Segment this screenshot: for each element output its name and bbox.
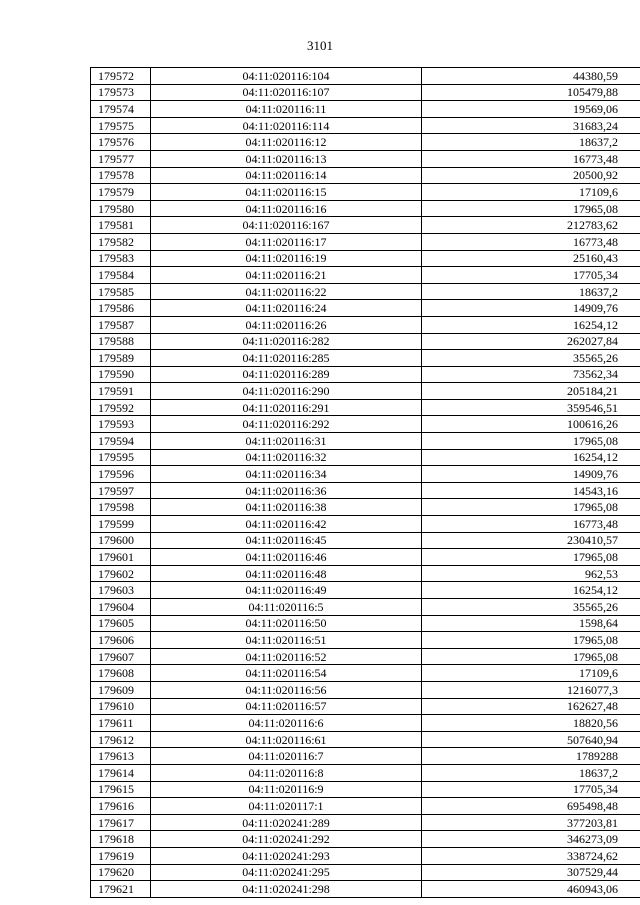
cadastral-value-cell: 16773,48 <box>422 150 640 167</box>
cadastral-number-cell: 04:11:020116:54 <box>151 665 422 682</box>
cadastral-number-cell: 04:11:020241:292 <box>151 831 422 848</box>
cadastral-value-cell: 16773,48 <box>422 233 640 250</box>
table-row <box>91 267 640 284</box>
cadastral-value-cell: 35565,26 <box>422 599 640 616</box>
row-number-cell: 179600 <box>91 532 151 549</box>
cadastral-value-cell: 18637,2 <box>422 764 640 781</box>
table-row <box>91 798 640 815</box>
row-number-cell: 179607 <box>91 648 151 665</box>
row-number-cell: 179593 <box>91 416 151 433</box>
cadastral-number-cell: 04:11:020116:34 <box>151 466 422 483</box>
cadastral-value-cell: 18820,56 <box>422 715 640 732</box>
row-number-cell: 179602 <box>91 565 151 582</box>
row-number-cell: 179590 <box>91 366 151 383</box>
cadastral-number-cell: 04:11:020116:22 <box>151 283 422 300</box>
cadastral-number-cell: 04:11:020116:51 <box>151 632 422 649</box>
cadastral-number-cell: 04:11:020116:9 <box>151 781 422 798</box>
table-row <box>91 748 640 765</box>
cadastral-number-cell: 04:11:020116:48 <box>151 565 422 582</box>
table-row <box>91 68 640 85</box>
cadastral-number-cell: 04:11:020116:50 <box>151 615 422 632</box>
row-number-cell: 179592 <box>91 399 151 416</box>
row-number-cell: 179611 <box>91 715 151 732</box>
table-row <box>91 449 640 466</box>
cadastral-number-cell: 04:11:020116:167 <box>151 217 422 234</box>
table-row <box>91 582 640 599</box>
row-number-cell: 179575 <box>91 117 151 134</box>
cadastral-value-cell: 307529,44 <box>422 864 640 881</box>
cadastral-number-cell: 04:11:020116:21 <box>151 267 422 284</box>
cadastral-value-cell: 44380,59 <box>422 68 640 85</box>
table-row <box>91 184 640 201</box>
cadastral-number-cell: 04:11:020116:49 <box>151 582 422 599</box>
table-row <box>91 167 640 184</box>
row-number-cell: 179606 <box>91 632 151 649</box>
cadastral-value-cell: 14543,16 <box>422 482 640 499</box>
table-row <box>91 316 640 333</box>
row-number-cell: 179617 <box>91 814 151 831</box>
table-row <box>91 847 640 864</box>
cadastral-value-cell: 262027,84 <box>422 333 640 350</box>
row-number-cell: 179584 <box>91 267 151 284</box>
cadastral-value-cell: 212783,62 <box>422 217 640 234</box>
cadastral-value-cell: 16254,12 <box>422 449 640 466</box>
table-row <box>91 764 640 781</box>
table-row <box>91 233 640 250</box>
row-number-cell: 179589 <box>91 350 151 367</box>
cadastral-number-cell: 04:11:020116:42 <box>151 516 422 533</box>
cadastral-value-cell: 18637,2 <box>422 134 640 151</box>
cadastral-number-cell: 04:11:020116:291 <box>151 399 422 416</box>
table-row <box>91 565 640 582</box>
cadastral-value-cell: 16254,12 <box>422 582 640 599</box>
table-row <box>91 399 640 416</box>
cadastral-value-cell: 377203,81 <box>422 814 640 831</box>
table-row <box>91 250 640 267</box>
cadastral-number-cell: 04:11:020116:13 <box>151 150 422 167</box>
row-number-cell: 179599 <box>91 516 151 533</box>
row-number-cell: 179580 <box>91 200 151 217</box>
cadastral-number-cell: 04:11:020116:38 <box>151 499 422 516</box>
cadastral-number-cell: 04:11:020116:17 <box>151 233 422 250</box>
cadastral-number-cell: 04:11:020116:15 <box>151 184 422 201</box>
table-row <box>91 217 640 234</box>
table-row <box>91 366 640 383</box>
table-row <box>91 101 640 118</box>
table-row <box>91 599 640 616</box>
table-row <box>91 532 640 549</box>
cadastral-value-cell: 962,53 <box>422 565 640 582</box>
cadastral-value-cell: 460943,06 <box>422 881 640 898</box>
row-number-cell: 179619 <box>91 847 151 864</box>
table-row <box>91 433 640 450</box>
row-number-cell: 179609 <box>91 681 151 698</box>
row-number-cell: 179583 <box>91 250 151 267</box>
row-number-cell: 179618 <box>91 831 151 848</box>
table-row <box>91 715 640 732</box>
row-number-cell: 179610 <box>91 698 151 715</box>
cadastral-value-cell: 1598,64 <box>422 615 640 632</box>
cadastral-number-cell: 04:11:020116:5 <box>151 599 422 616</box>
table-row <box>91 383 640 400</box>
cadastral-number-cell: 04:11:020116:46 <box>151 549 422 566</box>
cadastral-number-cell: 04:11:020116:57 <box>151 698 422 715</box>
row-number-cell: 179578 <box>91 167 151 184</box>
row-number-cell: 179576 <box>91 134 151 151</box>
cadastral-number-cell: 04:11:020241:295 <box>151 864 422 881</box>
cadastral-value-cell: 205184,21 <box>422 383 640 400</box>
cadastral-value-cell: 17965,08 <box>422 632 640 649</box>
table-row <box>91 84 640 101</box>
row-number-cell: 179597 <box>91 482 151 499</box>
cadastral-value-cell: 346273,09 <box>422 831 640 848</box>
cadastral-number-cell: 04:11:020116:114 <box>151 117 422 134</box>
table-row <box>91 864 640 881</box>
cadastral-number-cell: 04:11:020116:285 <box>151 350 422 367</box>
cadastral-value-cell: 31683,24 <box>422 117 640 134</box>
cadastral-value-cell: 695498,48 <box>422 798 640 815</box>
cadastral-number-cell: 04:11:020116:8 <box>151 764 422 781</box>
row-number-cell: 179615 <box>91 781 151 798</box>
cadastral-number-cell: 04:11:020116:104 <box>151 68 422 85</box>
cadastral-value-cell: 338724,62 <box>422 847 640 864</box>
cadastral-value-cell: 17965,08 <box>422 549 640 566</box>
cadastral-number-cell: 04:11:020116:290 <box>151 383 422 400</box>
row-number-cell: 179612 <box>91 731 151 748</box>
cadastral-value-cell: 162627,48 <box>422 698 640 715</box>
row-number-cell: 179604 <box>91 599 151 616</box>
table-row <box>91 350 640 367</box>
table-row <box>91 300 640 317</box>
table-row <box>91 499 640 516</box>
row-number-cell: 179574 <box>91 101 151 118</box>
row-number-cell: 179586 <box>91 300 151 317</box>
table-row <box>91 781 640 798</box>
row-number-cell: 179577 <box>91 150 151 167</box>
table-row <box>91 615 640 632</box>
table-row <box>91 283 640 300</box>
table-row <box>91 117 640 134</box>
cadastral-value-cell: 17965,08 <box>422 499 640 516</box>
cadastral-value-cell: 105479,88 <box>422 84 640 101</box>
cadastral-number-cell: 04:11:020116:14 <box>151 167 422 184</box>
cadastral-value-cell: 14909,76 <box>422 300 640 317</box>
cadastral-number-cell: 04:11:020241:293 <box>151 847 422 864</box>
cadastral-number-cell: 04:11:020116:292 <box>151 416 422 433</box>
row-number-cell: 179601 <box>91 549 151 566</box>
cadastral-number-cell: 04:11:020116:7 <box>151 748 422 765</box>
table-row <box>91 333 640 350</box>
table-row <box>91 482 640 499</box>
cadastral-number-cell: 04:11:020116:289 <box>151 366 422 383</box>
row-number-cell: 179594 <box>91 433 151 450</box>
table-row <box>91 731 640 748</box>
cadastral-number-cell: 04:11:020116:31 <box>151 433 422 450</box>
table-row <box>91 648 640 665</box>
cadastral-number-cell: 04:11:020117:1 <box>151 798 422 815</box>
cadastral-value-cell: 1216077,3 <box>422 681 640 698</box>
row-number-cell: 179595 <box>91 449 151 466</box>
table-row <box>91 831 640 848</box>
row-number-cell: 179605 <box>91 615 151 632</box>
cadastral-value-cell: 507640,94 <box>422 731 640 748</box>
row-number-cell: 179614 <box>91 764 151 781</box>
row-number-cell: 179596 <box>91 466 151 483</box>
cadastral-value-cell: 16773,48 <box>422 516 640 533</box>
cadastral-value-cell: 17705,34 <box>422 267 640 284</box>
cadastral-number-cell: 04:11:020116:19 <box>151 250 422 267</box>
cadastral-number-cell: 04:11:020241:298 <box>151 881 422 898</box>
table-row <box>91 134 640 151</box>
cadastral-value-cell: 14909,76 <box>422 466 640 483</box>
row-number-cell: 179573 <box>91 84 151 101</box>
row-number-cell: 179572 <box>91 68 151 85</box>
table-row <box>91 466 640 483</box>
table-row <box>91 665 640 682</box>
cadastral-number-cell: 04:11:020116:32 <box>151 449 422 466</box>
cadastral-number-cell: 04:11:020116:36 <box>151 482 422 499</box>
cadastral-value-cell: 1789288 <box>422 748 640 765</box>
table-row <box>91 814 640 831</box>
cadastral-value-cell: 17965,08 <box>422 200 640 217</box>
row-number-cell: 179585 <box>91 283 151 300</box>
cadastral-value-cell: 16254,12 <box>422 316 640 333</box>
table-row <box>91 698 640 715</box>
cadastral-value-cell: 100616,26 <box>422 416 640 433</box>
cadastral-number-cell: 04:11:020116:56 <box>151 681 422 698</box>
row-number-cell: 179613 <box>91 748 151 765</box>
cadastral-value-cell: 17109,6 <box>422 184 640 201</box>
cadastral-value-cell: 25160,43 <box>422 250 640 267</box>
cadastral-number-cell: 04:11:020116:12 <box>151 134 422 151</box>
table-row <box>91 681 640 698</box>
table-row <box>91 516 640 533</box>
row-number-cell: 179616 <box>91 798 151 815</box>
cadastral-number-cell: 04:11:020116:52 <box>151 648 422 665</box>
row-number-cell: 179591 <box>91 383 151 400</box>
row-number-cell: 179581 <box>91 217 151 234</box>
cadastral-value-cell: 359546,51 <box>422 399 640 416</box>
cadastral-number-cell: 04:11:020241:289 <box>151 814 422 831</box>
cadastral-value-cell: 35565,26 <box>422 350 640 367</box>
cadastral-value-cell: 18637,2 <box>422 283 640 300</box>
row-number-cell: 179598 <box>91 499 151 516</box>
cadastral-value-cell: 17965,08 <box>422 433 640 450</box>
cadastral-value-cell: 17109,6 <box>422 665 640 682</box>
cadastral-value-cell: 20500,92 <box>422 167 640 184</box>
cadastral-number-cell: 04:11:020116:26 <box>151 316 422 333</box>
cadastral-number-cell: 04:11:020116:6 <box>151 715 422 732</box>
cadastral-value-cell: 17705,34 <box>422 781 640 798</box>
table-row <box>91 416 640 433</box>
table-row <box>91 150 640 167</box>
table-row <box>91 200 640 217</box>
page-number: 3101 <box>307 38 333 53</box>
row-number-cell: 179582 <box>91 233 151 250</box>
row-number-cell: 179603 <box>91 582 151 599</box>
cadastral-number-cell: 04:11:020116:16 <box>151 200 422 217</box>
cadastral-value-cell: 230410,57 <box>422 532 640 549</box>
table-row <box>91 632 640 649</box>
cadastral-value-cell: 17965,08 <box>422 648 640 665</box>
row-number-cell: 179620 <box>91 864 151 881</box>
cadastral-value-cell: 73562,34 <box>422 366 640 383</box>
row-number-cell: 179608 <box>91 665 151 682</box>
table-row <box>91 549 640 566</box>
cadastral-number-cell: 04:11:020116:107 <box>151 84 422 101</box>
row-number-cell: 179587 <box>91 316 151 333</box>
cadastral-value-table <box>90 67 640 898</box>
cadastral-number-cell: 04:11:020116:11 <box>151 101 422 118</box>
table-row <box>91 881 640 898</box>
cadastral-value-cell: 19569,06 <box>422 101 640 118</box>
row-number-cell: 179588 <box>91 333 151 350</box>
cadastral-number-cell: 04:11:020116:45 <box>151 532 422 549</box>
row-number-cell: 179621 <box>91 881 151 898</box>
table-body <box>91 68 640 898</box>
cadastral-number-cell: 04:11:020116:61 <box>151 731 422 748</box>
cadastral-number-cell: 04:11:020116:24 <box>151 300 422 317</box>
row-number-cell: 179579 <box>91 184 151 201</box>
cadastral-number-cell: 04:11:020116:282 <box>151 333 422 350</box>
